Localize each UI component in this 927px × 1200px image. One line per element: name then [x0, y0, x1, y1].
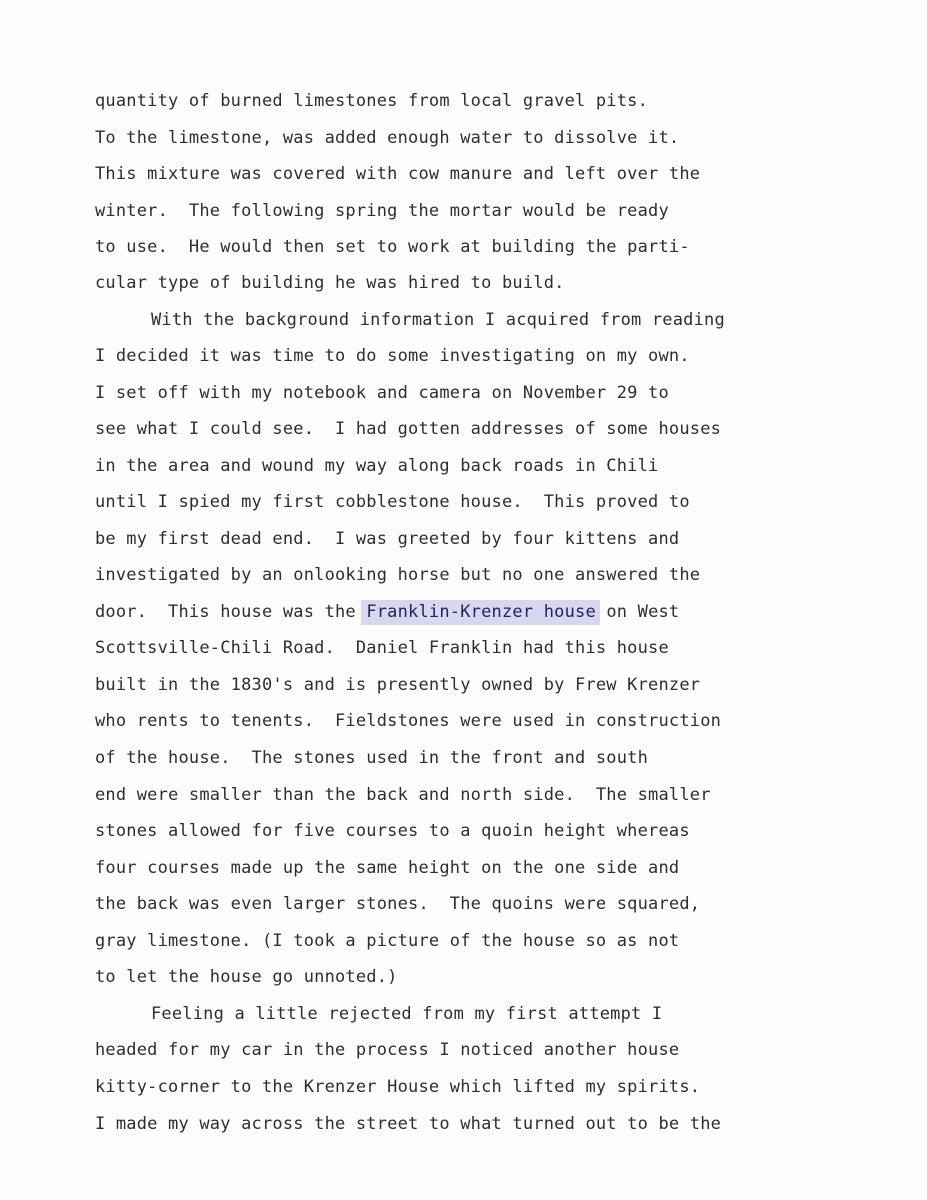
text-line: Scottsville-Chili Road. Daniel Franklin had this house — [95, 638, 669, 658]
line-text-before: door. This house was the — [95, 602, 356, 622]
text-line: quantity of burned limestones from local gravel pits. — [95, 91, 649, 111]
text-line: in the area and wound my way along back roads in Chili — [95, 456, 659, 476]
text-line: investigated by an onlooking horse but no one answered the — [95, 565, 701, 585]
text-line: of the house. The stones used in the front and south — [95, 748, 649, 768]
text-line: I set off with my notebook and camera on November 29 to — [95, 383, 669, 403]
line-text-after: on West — [606, 602, 680, 622]
text-line: gray limestone. (I took a picture of the house so as not — [95, 931, 680, 951]
text-line: I made my way across the street to what turned out to be the — [95, 1114, 722, 1134]
paragraph-start-line: Feeling a little rejected from my first attempt I — [151, 1004, 663, 1024]
text-line: until I spied my first cobblestone house. This proved to — [95, 492, 690, 512]
text-line: four courses made up the same height on the one side and — [95, 858, 680, 878]
text-line: end were smaller than the back and north side. The smaller — [95, 785, 711, 805]
text-line: stones allowed for five courses to a quoin height whereas — [95, 821, 690, 841]
text-line: who rents to tenents. Fieldstones were used in construction — [95, 711, 722, 731]
text-line: This mixture was covered with cow manure and left over the — [95, 164, 701, 184]
text-line: To the limestone, was added enough water to dissolve it. — [95, 128, 680, 148]
paragraph-start-line: With the background information I acquired from reading — [151, 310, 725, 330]
text-line: kitty-corner to the Krenzer House which lifted my spirits. — [95, 1077, 701, 1097]
highlighted-house-name[interactable]: Franklin-Krenzer house — [361, 600, 600, 625]
text-line: be my first dead end. I was greeted by four kittens and — [95, 529, 680, 549]
text-line-with-highlight — [95, 594, 679, 630]
text-line: I decided it was time to do some investigating on my own. — [95, 346, 690, 366]
text-line: to use. He would then set to work at building the parti- — [95, 237, 690, 257]
text-line: to let the house go unnoted.) — [95, 967, 398, 987]
text-line: cular type of building he was hired to build. — [95, 273, 565, 293]
text-line: built in the 1830's and is presently owned by Frew Krenzer — [95, 675, 701, 695]
text-line: winter. The following spring the mortar would be ready — [95, 201, 669, 221]
text-line: headed for my car in the process I noticed another house — [95, 1040, 680, 1060]
text-line: see what I could see. I had gotten addresses of some houses — [95, 419, 722, 439]
text-line: the back was even larger stones. The quoins were squared, — [95, 894, 701, 914]
